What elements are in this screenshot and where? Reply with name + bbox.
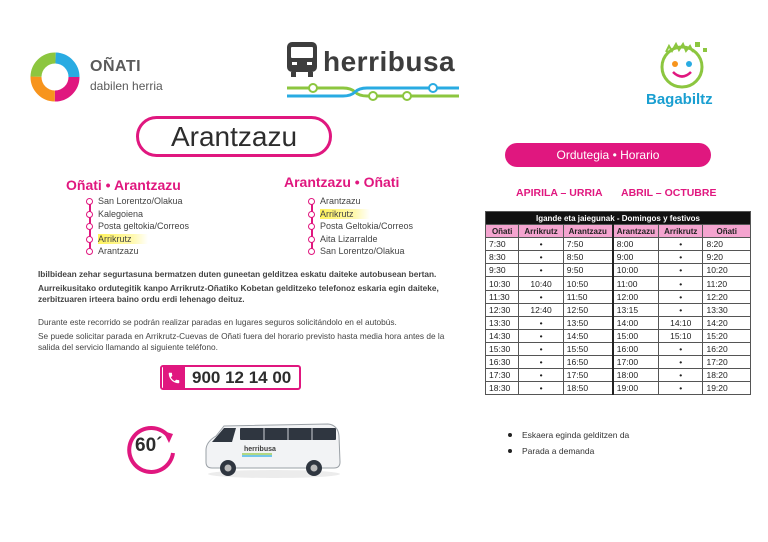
route-right-stops bbox=[308, 195, 413, 258]
bagabiltz-wordmark: Bagabiltz bbox=[646, 91, 713, 108]
table-cell: • bbox=[659, 369, 703, 382]
herribusa-logo bbox=[283, 38, 465, 104]
table-cell: 8:00 bbox=[613, 238, 659, 251]
stop-label: Arrikrutz bbox=[98, 234, 148, 244]
route-left-stops bbox=[86, 195, 189, 258]
table-cell: 10:30 bbox=[486, 277, 519, 290]
stop-dot-icon bbox=[308, 211, 315, 218]
stop-label: Arantzazu bbox=[98, 246, 139, 257]
table-cell: 12:00 bbox=[613, 290, 659, 303]
table-cell: • bbox=[659, 290, 703, 303]
table-cell: 10:00 bbox=[613, 264, 659, 277]
timetable-caption: Igande eta jaiegunak - Domingos y festivos bbox=[486, 212, 751, 225]
capacity-text: 60´ bbox=[135, 435, 163, 456]
stop-item bbox=[308, 208, 413, 221]
table-row bbox=[486, 277, 751, 290]
stop-label: San Lorentzo/Olakua bbox=[320, 246, 405, 257]
legend-text: Eskaera eginda gelditzen da bbox=[522, 430, 630, 440]
table-cell: 13:30 bbox=[703, 303, 751, 316]
stop-dot-icon bbox=[308, 198, 315, 205]
table-cell: 14:50 bbox=[563, 329, 613, 342]
table-cell: 10:20 bbox=[703, 264, 751, 277]
table-row bbox=[486, 238, 751, 251]
stop-item bbox=[308, 195, 413, 208]
minibus-image bbox=[202, 416, 342, 478]
stop-label: Kalegoiena bbox=[98, 208, 144, 219]
table-cell: 12:20 bbox=[703, 290, 751, 303]
table-cell: 13:30 bbox=[486, 316, 519, 329]
table-cell: 14:20 bbox=[703, 316, 751, 329]
table-cell: • bbox=[659, 356, 703, 369]
table-cell: • bbox=[519, 251, 563, 264]
table-cell: 11:00 bbox=[613, 277, 659, 290]
table-row bbox=[486, 342, 751, 355]
table-cell: • bbox=[519, 290, 563, 303]
table-cell: 11:20 bbox=[703, 277, 751, 290]
table-cell: 8:50 bbox=[563, 251, 613, 264]
table-cell: • bbox=[519, 238, 563, 251]
stop-dot-icon bbox=[308, 223, 315, 230]
route-left-title: Oñati • Arantzazu bbox=[66, 177, 181, 193]
stop-dot-icon bbox=[86, 223, 93, 230]
period-es: ABRIL – OCTUBRE bbox=[621, 187, 717, 199]
table-cell: • bbox=[519, 356, 563, 369]
period-eu: APIRILA – URRIA bbox=[516, 187, 603, 199]
table-cell: 18:20 bbox=[703, 369, 751, 382]
smiley-icon bbox=[640, 40, 740, 94]
table-cell: 17:00 bbox=[613, 356, 659, 369]
legend bbox=[508, 427, 629, 459]
table-cell: • bbox=[659, 251, 703, 264]
column-header: Oñati bbox=[703, 225, 751, 238]
table-cell: 14:30 bbox=[486, 329, 519, 342]
stop-dot-icon bbox=[308, 236, 315, 243]
van-label: herribusa bbox=[244, 446, 276, 453]
table-cell: • bbox=[519, 342, 563, 355]
stop-item bbox=[308, 233, 413, 246]
table-cell: 17:20 bbox=[703, 356, 751, 369]
legend-text: Parada a demanda bbox=[522, 446, 595, 456]
column-header: Arrikrutz bbox=[659, 225, 703, 238]
table-cell: 13:15 bbox=[613, 303, 659, 316]
table-cell: 14:10 bbox=[659, 316, 703, 329]
page-title: Arantzazu bbox=[136, 116, 332, 157]
onati-ring-icon bbox=[30, 52, 80, 102]
stop-label: Arrikrutz bbox=[320, 209, 370, 219]
bullet-icon bbox=[508, 433, 512, 437]
table-row bbox=[486, 356, 751, 369]
table-cell: 11:30 bbox=[486, 290, 519, 303]
table-cell: 13:50 bbox=[563, 316, 613, 329]
column-header: Arantzazu bbox=[563, 225, 613, 238]
stop-label: Arantzazu bbox=[320, 196, 361, 206]
table-cell: • bbox=[519, 369, 563, 382]
table-cell: 9:20 bbox=[703, 251, 751, 264]
table-cell: 11:50 bbox=[563, 290, 613, 303]
stop-dot-icon bbox=[86, 211, 93, 218]
table-cell: 17:30 bbox=[486, 369, 519, 382]
bullet-icon bbox=[508, 449, 512, 453]
stop-label: Posta Geltokia/Correos bbox=[320, 221, 414, 232]
table-cell: • bbox=[519, 382, 563, 395]
info-eu-1: Ibilbidean zehar segurtasuna bermatzen duten guneetan gelditzea eskatu daiteke autobusean bertan. bbox=[38, 269, 437, 279]
stop-dot-icon bbox=[86, 236, 93, 243]
table-cell: 9:00 bbox=[613, 251, 659, 264]
table-cell: 12:30 bbox=[486, 303, 519, 316]
stop-label: Aita Lizarralde bbox=[320, 233, 378, 244]
table-cell: • bbox=[659, 238, 703, 251]
stop-item bbox=[86, 195, 189, 208]
table-cell: 18:30 bbox=[486, 382, 519, 395]
stop-dot-icon bbox=[86, 198, 93, 205]
table-cell: • bbox=[659, 342, 703, 355]
table-cell: 7:50 bbox=[563, 238, 613, 251]
route-right-title: Arantzazu • Oñati bbox=[284, 174, 400, 190]
table-cell: • bbox=[659, 382, 703, 395]
table-row bbox=[486, 264, 751, 277]
table-cell: • bbox=[659, 303, 703, 316]
schedule-pill: Ordutegia • Horario bbox=[505, 143, 711, 167]
capacity-badge bbox=[123, 421, 179, 477]
phone-icon bbox=[163, 367, 185, 388]
stop-label: San Lorentzo/Olakua bbox=[98, 196, 183, 206]
table-cell: 8:30 bbox=[486, 251, 519, 264]
stop-item bbox=[86, 233, 189, 246]
table-cell: • bbox=[519, 329, 563, 342]
column-header: Arantzazu bbox=[613, 225, 659, 238]
table-cell: • bbox=[659, 264, 703, 277]
table-row bbox=[486, 303, 751, 316]
column-header: Arrikrutz bbox=[519, 225, 563, 238]
table-cell: 19:00 bbox=[613, 382, 659, 395]
stop-item bbox=[308, 245, 413, 258]
table-row bbox=[486, 382, 751, 395]
stop-item bbox=[86, 208, 189, 221]
table-row bbox=[486, 316, 751, 329]
table-row bbox=[486, 251, 751, 264]
info-es-2: Se puede solicitar parada en Arrikrutz-Cuevas de Oñati fuera del horario previsto hasta media hora antes de la salida del servicio llamando al siguiente teléfono. bbox=[38, 331, 445, 352]
table-cell: 18:50 bbox=[563, 382, 613, 395]
table-cell: 15:20 bbox=[703, 329, 751, 342]
table-cell: 16:50 bbox=[563, 356, 613, 369]
table-cell: 8:20 bbox=[703, 238, 751, 251]
stop-item bbox=[86, 245, 189, 258]
table-cell: 9:30 bbox=[486, 264, 519, 277]
table-cell: 10:40 bbox=[519, 277, 563, 290]
table-cell: 14:00 bbox=[613, 316, 659, 329]
table-cell: 12:50 bbox=[563, 303, 613, 316]
table-cell: 16:30 bbox=[486, 356, 519, 369]
table-cell: 15:10 bbox=[659, 329, 703, 342]
stop-item bbox=[308, 220, 413, 233]
stop-dot-icon bbox=[308, 248, 315, 255]
table-cell: • bbox=[519, 316, 563, 329]
onati-logo bbox=[30, 52, 190, 102]
bagabiltz-logo bbox=[640, 40, 740, 112]
table-row bbox=[486, 329, 751, 342]
table-cell: 16:20 bbox=[703, 342, 751, 355]
onati-name: OÑATI bbox=[90, 58, 142, 75]
timetable-body bbox=[486, 238, 751, 395]
info-es-1: Durante este recorrido se podrán realizar paradas en lugares seguros solicitándolo en el autobús. bbox=[38, 317, 397, 327]
table-cell: • bbox=[519, 264, 563, 277]
table-cell: 7:30 bbox=[486, 238, 519, 251]
table-cell: 9:50 bbox=[563, 264, 613, 277]
table-row bbox=[486, 290, 751, 303]
table-cell: 16:00 bbox=[613, 342, 659, 355]
table-cell: 18:00 bbox=[613, 369, 659, 382]
legend-item bbox=[508, 443, 629, 459]
table-cell: 15:30 bbox=[486, 342, 519, 355]
info-eu-2: Aurreikusitako ordutegitik kanpo Arrikrutz-Oñatiko Kobetan gelditzeko telefonoz eskaria egin daiteke, zerbitzuaren irteera baino ordu erdi lehenago deituz. bbox=[38, 283, 439, 304]
table-cell: 12:40 bbox=[519, 303, 563, 316]
stop-item bbox=[86, 220, 189, 233]
table-cell: 10:50 bbox=[563, 277, 613, 290]
stop-label: Posta geltokia/Correos bbox=[98, 221, 190, 232]
table-cell: 15:50 bbox=[563, 342, 613, 355]
table-row bbox=[486, 369, 751, 382]
herribusa-wordmark: herribusa bbox=[323, 46, 456, 77]
phone-box[interactable] bbox=[160, 365, 301, 390]
column-header: Oñati bbox=[486, 225, 519, 238]
phone-number: 900 12 14 00 bbox=[192, 367, 292, 387]
table-cell: 15:00 bbox=[613, 329, 659, 342]
timetable bbox=[485, 211, 751, 395]
table-cell: • bbox=[659, 277, 703, 290]
table-cell: 17:50 bbox=[563, 369, 613, 382]
table-cell: 19:20 bbox=[703, 382, 751, 395]
onati-tagline: dabilen herria bbox=[90, 79, 163, 93]
legend-item bbox=[508, 427, 629, 443]
stop-dot-icon bbox=[86, 248, 93, 255]
